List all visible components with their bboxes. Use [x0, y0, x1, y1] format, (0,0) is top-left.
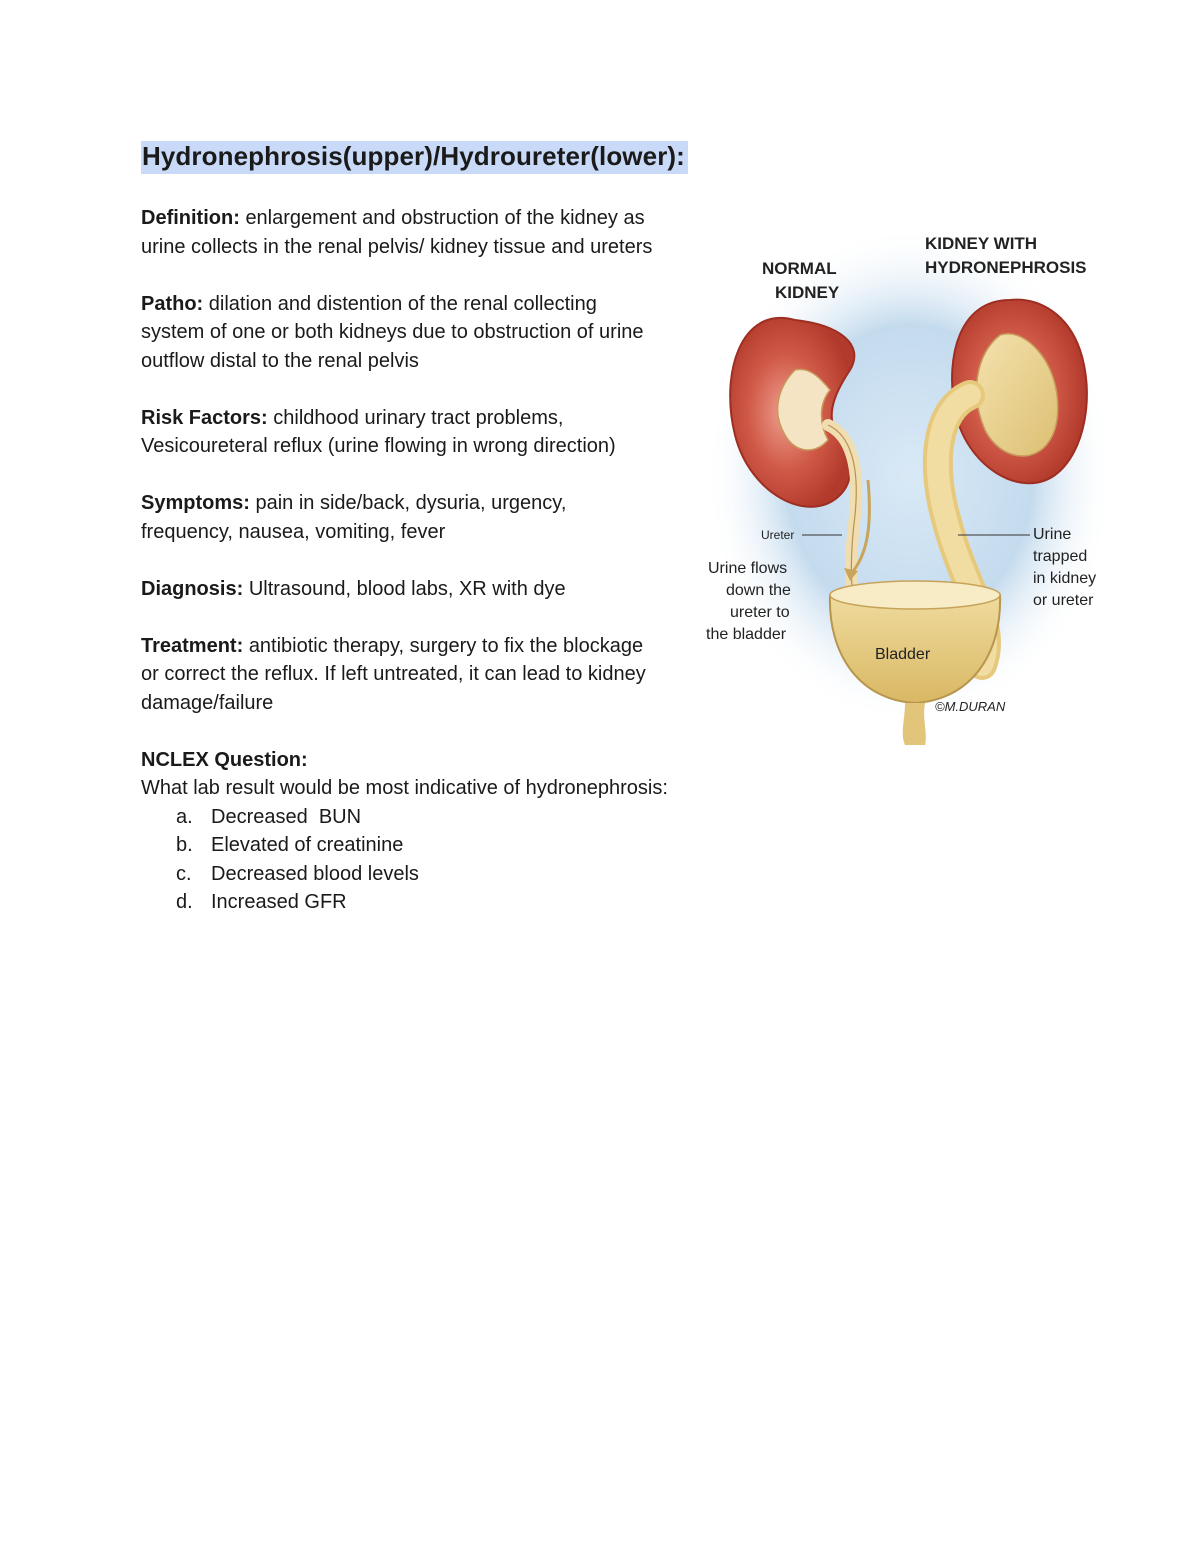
kidney-illustration: [700, 225, 1120, 750]
normal-kidney-label: KIDNEY: [775, 283, 840, 302]
hydronephrosis-label: HYDRONEPHROSIS: [925, 258, 1087, 277]
trapped-caption: Urine: [1033, 526, 1072, 543]
option-letter: d.: [176, 891, 193, 913]
flow-caption: Urine flows: [708, 560, 788, 577]
section-text: pain in side/back, dysuria, urgency, frequency, nausea, vomiting, fever: [141, 492, 567, 543]
flow-caption: ureter to: [730, 604, 790, 621]
option-text: Increased GFR: [211, 891, 347, 913]
option-letter: b.: [176, 834, 193, 856]
option-letter: c.: [176, 862, 192, 885]
section-text: antibiotic therapy, surgery to fix the blockage or correct the reflux. If left untreated, it can lead to kidney damage/failure: [141, 634, 646, 714]
flow-caption: down the: [726, 582, 791, 599]
section-label: Definition:: [141, 207, 240, 229]
answer-option: [176, 803, 721, 832]
section-label: Treatment:: [141, 634, 244, 657]
risk-factors-section: [141, 404, 671, 461]
trapped-caption: in kidney: [1033, 570, 1097, 587]
normal-kidney-label: NORMAL: [762, 259, 837, 278]
answer-option: [176, 831, 721, 860]
diagnosis-section: [141, 575, 661, 604]
flow-caption: the bladder: [706, 626, 787, 643]
nclex-question: What lab result would be most indicative of hydronephrosis:: [141, 777, 668, 799]
patho-section: [141, 290, 661, 376]
symptoms-section: [141, 489, 621, 546]
answer-option: [176, 860, 721, 889]
nclex-heading: NCLEX Question:: [141, 748, 308, 771]
section-text: dilation and distention of the renal collecting system of one or both kidneys due to obstruction of urine outflow distal to the renal pelvis: [141, 292, 644, 372]
trapped-caption: trapped: [1033, 548, 1088, 565]
section-text: Ultrasound, blood labs, XR with dye: [248, 577, 566, 600]
notes-column: [141, 204, 721, 917]
section-text: childhood urinary tract problems, Vesicoureteral reflux (urine flowing in wrong direction): [141, 406, 616, 457]
section-text: enlargement and obstruction of the kidney as urine collects in the renal pelvis/ kidney tissue and ureters: [141, 207, 653, 258]
section-label: Symptoms:: [141, 492, 250, 514]
option-text: Decreased BUN: [211, 805, 362, 828]
credit-label: ©M.DURAN: [935, 699, 1006, 714]
bladder: [830, 581, 1000, 745]
ureter-label: Ureter: [761, 528, 795, 542]
section-label: Risk Factors:: [141, 406, 268, 429]
hydronephrosis-label: KIDNEY WITH: [925, 234, 1038, 253]
treatment-section: [141, 632, 651, 718]
answer-option: [176, 888, 721, 917]
option-text: Decreased blood levels: [211, 862, 419, 885]
section-label: Diagnosis:: [141, 577, 244, 600]
page-title: Hydronephrosis(upper)/Hydroureter(lower):: [141, 141, 688, 174]
trapped-caption: or ureter: [1033, 592, 1094, 609]
option-letter: a.: [176, 805, 193, 828]
bladder-label: Bladder: [875, 646, 931, 663]
section-label: Patho:: [141, 292, 204, 315]
kidney-diagram: [700, 225, 1120, 750]
definition-section: [141, 204, 661, 261]
answer-options: [141, 803, 721, 917]
option-text: Elevated of creatinine: [211, 834, 404, 856]
